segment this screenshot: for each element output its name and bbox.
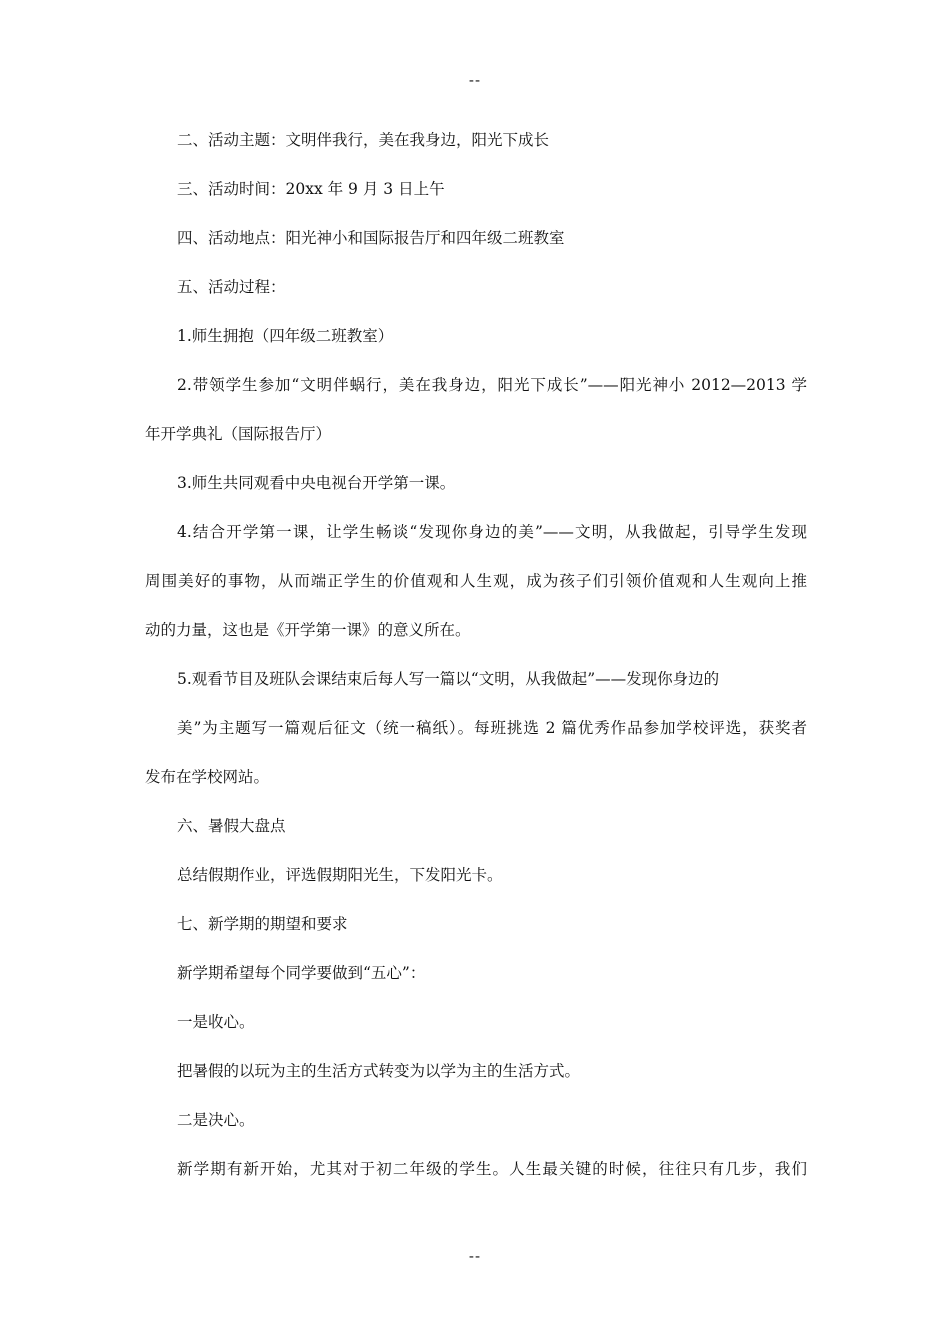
expectation-2-text: 新学期有新开始，尤其对于初二年级的学生。人生最关键的时候，往往只有几步，我们 [177,1160,807,1178]
process-step-1: 1.师生拥抱（四年级二班教室） [177,327,394,345]
expectation-2-title: 二是决心。 [177,1111,255,1129]
process-step-2-line-1: 2.带领学生参加“文明伴蜗行，美在我身边，阳光下成长”——阳光神小 2012—2013 学 [177,376,807,394]
summer-review-text: 总结假期作业，评选假期阳光生，下发阳光卡。 [177,866,503,884]
process-step-2-line-2: 年开学典礼（国际报告厅） [145,425,332,443]
process-step-5-line-3: 发布在学校网站。 [145,768,270,786]
section-heading-process: 五、活动过程： [177,278,286,296]
process-step-4-line-2: 周围美好的事物，从而端正学生的价值观和人生观，成为孩子们引领价值观和人生观向上推 [145,572,807,590]
page-footer-mark: -- [468,1247,482,1265]
process-step-3: 3.师生共同观看中央电视台开学第一课。 [177,474,456,492]
section-heading-expectations: 七、新学期的期望和要求 [177,915,348,933]
section-heading-location: 四、活动地点：阳光神小和国际报告厅和四年级二班教室 [177,229,565,247]
process-step-4-line-1: 4.结合开学第一课，让学生畅谈“发现你身边的美”——文明，从我做起，引导学生发现 [177,523,807,541]
process-step-4-line-3: 动的力量，这也是《开学第一课》的意义所在。 [145,621,471,639]
expectation-1-text: 把暑假的以玩为主的生活方式转变为以学为主的生活方式。 [177,1062,581,1080]
page-header-mark: -- [468,71,482,89]
section-heading-time: 三、活动时间：20xx 年 9 月 3 日上午 [177,180,445,198]
process-step-5-line-1: 5.观看节目及班队会课结束后每人写一篇以“文明，从我做起”——发现你身边的 [177,670,720,688]
expectation-1-title: 一是收心。 [177,1013,255,1031]
section-heading-theme: 二、活动主题：文明伴我行，美在我身边，阳光下成长 [177,131,550,149]
section-heading-summer-review: 六、暑假大盘点 [177,817,286,835]
expectations-intro: 新学期希望每个同学要做到“五心”： [177,964,426,982]
document-body [145,128,807,1181]
process-step-5-line-2: 美”为主题写一篇观后征文（统一稿纸）。每班挑选 2 篇优秀作品参加学校评选，获奖者 [177,719,807,737]
